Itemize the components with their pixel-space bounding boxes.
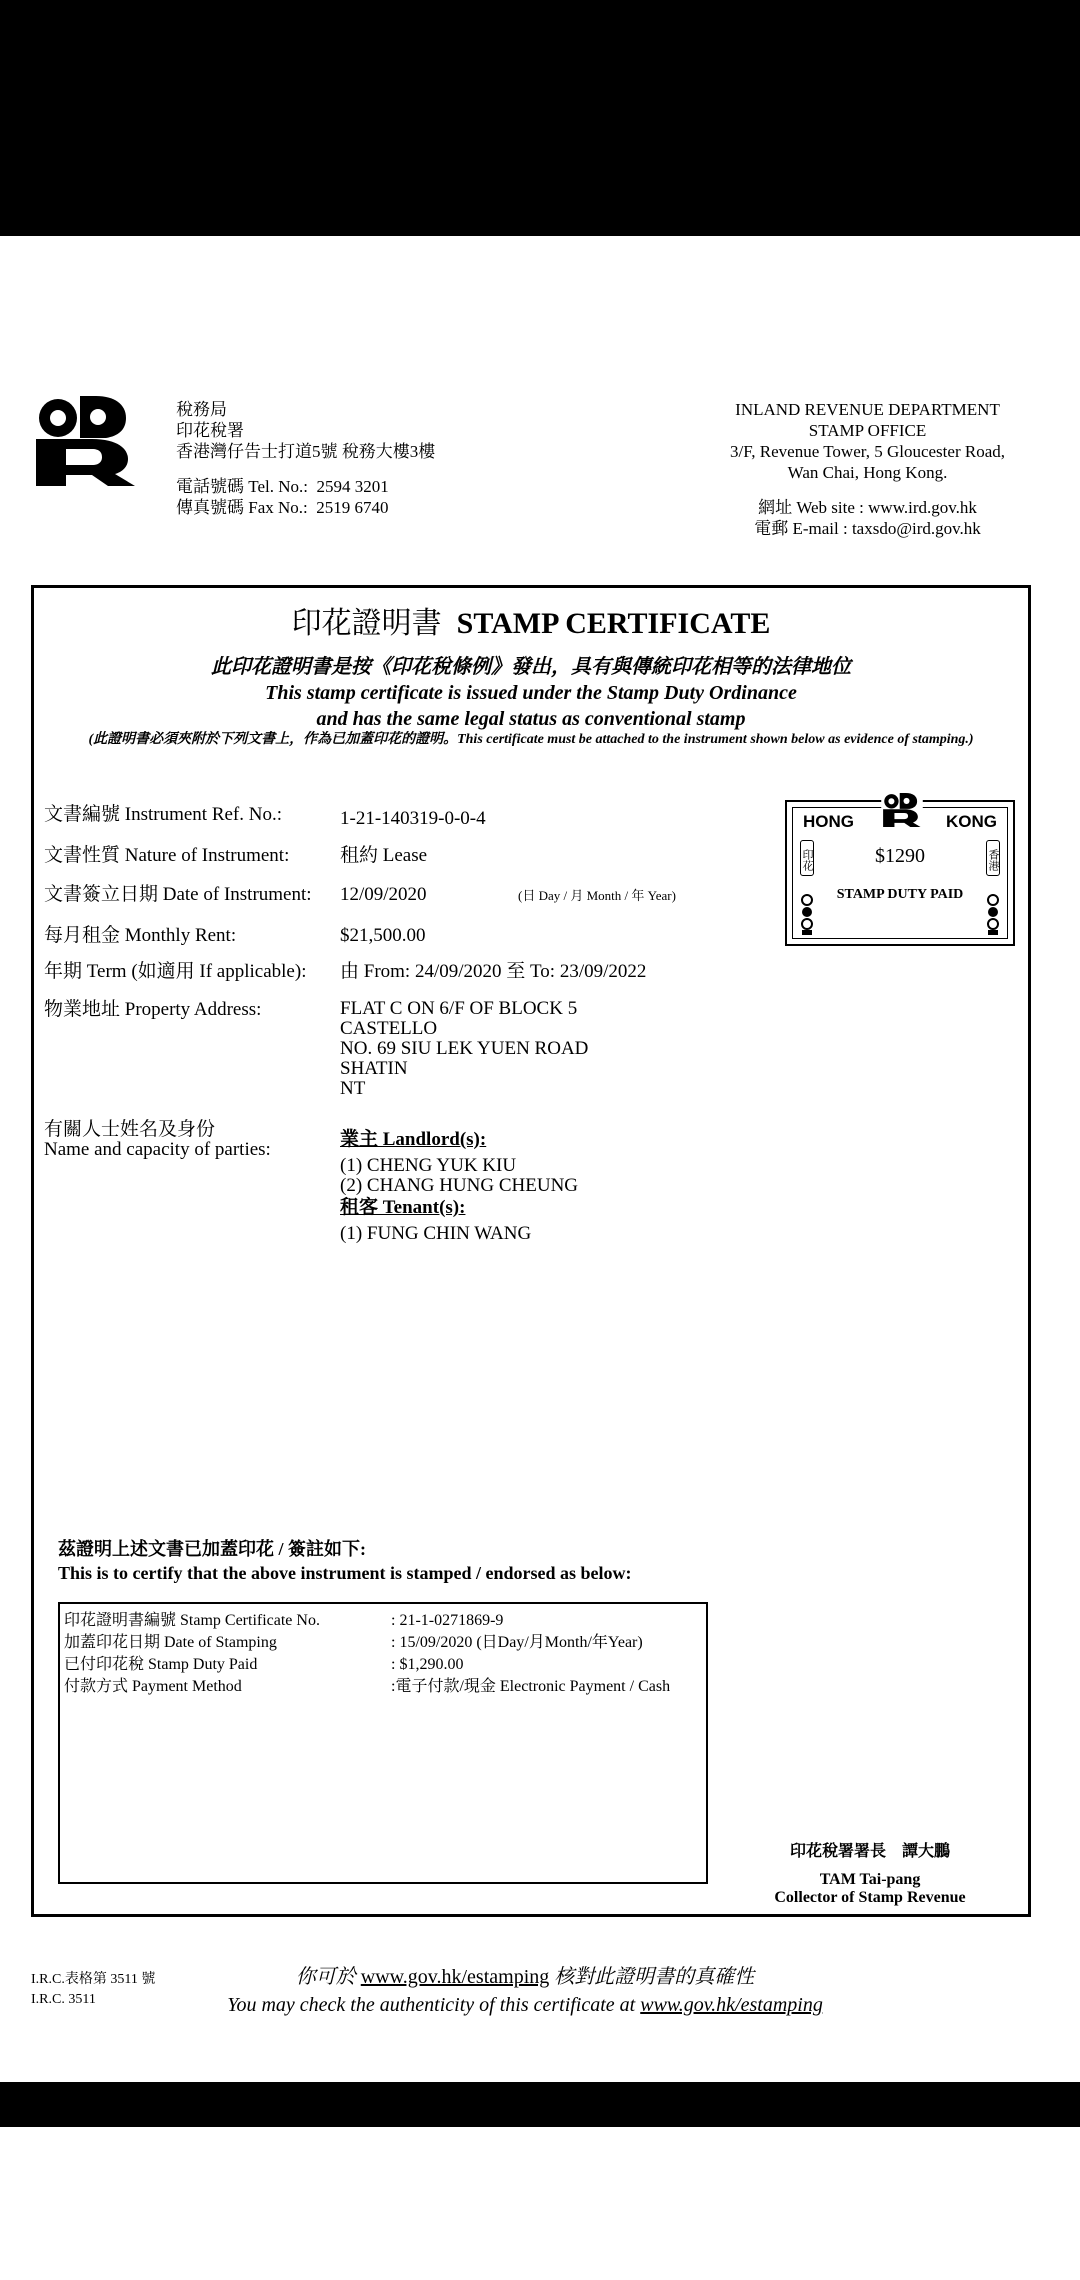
verify-link-zh[interactable]: www.gov.hk/estamping [360, 1966, 550, 1988]
address-line: NO. 69 SIU LEK YUEN ROAD [340, 1038, 589, 1059]
ref-value: 1-21-140319-0-0-4 [340, 808, 486, 829]
certificate-subtitle [31, 654, 1031, 732]
subtitle-en-2: and has the same legal status as conventional stamp [316, 708, 746, 730]
rent-value: $21,500.00 [340, 925, 426, 946]
ird-logo [36, 396, 136, 486]
fax-value: 2519 6740 [316, 498, 389, 517]
stamp-hong: HONG [803, 812, 854, 831]
stamp-side-right: 香港 [986, 840, 1000, 876]
stamp-amount: $1290 [875, 845, 925, 867]
collector-title-en: Collector of Stamp Revenue [774, 1889, 966, 1906]
tenant-item: (1) FUNG CHIN WANG [340, 1223, 532, 1244]
verify-link-en[interactable]: www.gov.hk/estamping [640, 1994, 823, 2016]
top-black-bar [0, 0, 1080, 236]
attachment-note: (此證明書必須夾附於下列文書上，作為已加蓋印花的證明。This certificate must be attached to the instrument shown below as evidence of stamping.) [88, 732, 974, 747]
nature-label: 文書性質 Nature of Instrument: [44, 845, 290, 866]
title-zh: 印花證明書 [291, 607, 442, 640]
email-line[interactable]: 電郵 E-mail : taxsdo@ird.gov.hk [754, 519, 981, 538]
landlord-heading: 業主 Landlord(s): [340, 1129, 487, 1150]
address-line: CASTELLO [340, 1018, 438, 1039]
website-line[interactable]: 網址 Web site : www.ird.gov.hk [758, 498, 977, 517]
address-label: 物業地址 Property Address: [44, 999, 262, 1020]
title-en: STAMP CERTIFICATE [456, 607, 771, 640]
address-line: SHATIN [340, 1058, 408, 1079]
form-number-en: I.R.C. 3511 [31, 1992, 96, 2007]
stamp-kong: KONG [946, 812, 997, 831]
ird-address-english [700, 399, 1035, 539]
stamping-date-value: : 15/09/2020 (日Day/月Month/年Year) [391, 1634, 643, 1651]
collector-title-zh: 印花稅署署長 譚大鵬 [789, 1843, 950, 1860]
nature-value: 租約 Lease [340, 845, 428, 866]
dept-name-zh: 稅務局 [176, 400, 227, 419]
term-label: 年期 Term (如適用 If applicable): [44, 961, 307, 982]
address-block [340, 999, 588, 1099]
duty-paid-value: : $1,290.00 [391, 1656, 464, 1673]
term-value: 由 From: 24/09/2020 至 To: 23/09/2022 [340, 961, 647, 982]
landlord-item: (2) CHANG HUNG CHEUNG [340, 1175, 579, 1196]
landlord-item: (1) CHENG YUK KIU [340, 1155, 517, 1176]
certificate-title [31, 606, 1031, 642]
date-format-hint: (日 Day / 月 Month / 年 Year) [518, 888, 676, 903]
stamp-cert-no-value: : 21-1-0271869-9 [391, 1612, 504, 1629]
stamping-date-label: 加蓋印花日期 Date of Stamping [64, 1634, 277, 1651]
stamp-cert-no-label: 印花證明書編號 Stamp Certificate No. [64, 1612, 320, 1629]
verify-zh-prefix: 你可於 [295, 1966, 356, 1988]
verify-zh-suffix: 核對此證明書的真確性 [554, 1966, 755, 1988]
subtitle-en-1: This stamp certificate is issued under the Stamp Duty Ordinance [265, 682, 797, 704]
parties-label-en: Name and capacity of parties: [44, 1139, 271, 1160]
subtitle-zh: 此印花證明書是按《印花稅條例》發出，具有與傳統印花相等的法律地位 [211, 656, 851, 678]
certify-statement [58, 1537, 632, 1585]
bottom-black-bar [0, 2082, 1080, 2127]
stamp-caption: STAMP DUTY PAID [836, 887, 964, 902]
tel-value: 2594 3201 [316, 477, 389, 496]
address-line-1: 3/F, Revenue Tower, 5 Gloucester Road, [729, 442, 1005, 461]
parties-label [44, 1120, 271, 1160]
certify-en: This is to certify that the above instrument is stamped / endorsed as below: [58, 1563, 632, 1583]
payment-method-label: 付款方式 Payment Method [64, 1678, 242, 1695]
tel-label: 電話號碼 Tel. No.: [176, 477, 308, 496]
rent-label: 每月租金 Monthly Rent: [44, 925, 237, 946]
verify-line-zh [200, 1964, 850, 1990]
ref-label: 文書編號 Instrument Ref. No.: [44, 804, 283, 825]
stamp-duty-paid-stamp [785, 800, 1015, 946]
dept-name-en: INLAND REVENUE DEPARTMENT [735, 400, 1000, 419]
instrument-date-label: 文書簽立日期 Date of Instrument: [44, 884, 312, 905]
stamp-ornament-left-icon [799, 894, 815, 936]
address-line: FLAT C ON 6/F OF BLOCK 5 [340, 998, 578, 1019]
address-line-2: Wan Chai, Hong Kong. [787, 463, 948, 482]
verify-en-prefix: You may check the authenticity of this certificate at [227, 1994, 636, 2016]
stamp-side-left: 印花 [800, 840, 814, 876]
tenant-heading: 租客 Tenant(s): [340, 1197, 466, 1218]
parties-block [340, 1130, 578, 1244]
instrument-date-value: 12/09/2020 [340, 884, 427, 905]
parties-label-zh: 有關人士姓名及身份 [44, 1119, 216, 1140]
form-number-zh: I.R.C.表格第 3511 號 [31, 1972, 156, 1987]
fax-label: 傳真號碼 Fax No.: [176, 498, 308, 517]
office-name-zh: 印花稅署 [176, 421, 244, 440]
address-line: NT [340, 1078, 366, 1099]
duty-paid-label: 已付印花稅 Stamp Duty Paid [64, 1656, 258, 1673]
ird-address-chinese [176, 399, 435, 518]
collector-name: TAM Tai-pang [819, 1871, 921, 1888]
tel-line [176, 476, 435, 497]
fax-line [176, 497, 435, 518]
verify-line-en [200, 1992, 850, 2018]
stamp-ornament-right-icon [985, 894, 1001, 936]
certify-zh: 茲證明上述文書已加蓋印花 / 簽註如下: [58, 1539, 366, 1559]
address-zh: 香港灣仔告士打道5號 稅務大樓3樓 [176, 442, 436, 461]
payment-method-value: :電子付款/現金 Electronic Payment / Cash [391, 1678, 671, 1695]
office-name-en: STAMP OFFICE [808, 421, 927, 440]
stamp-logo-icon [881, 793, 923, 827]
